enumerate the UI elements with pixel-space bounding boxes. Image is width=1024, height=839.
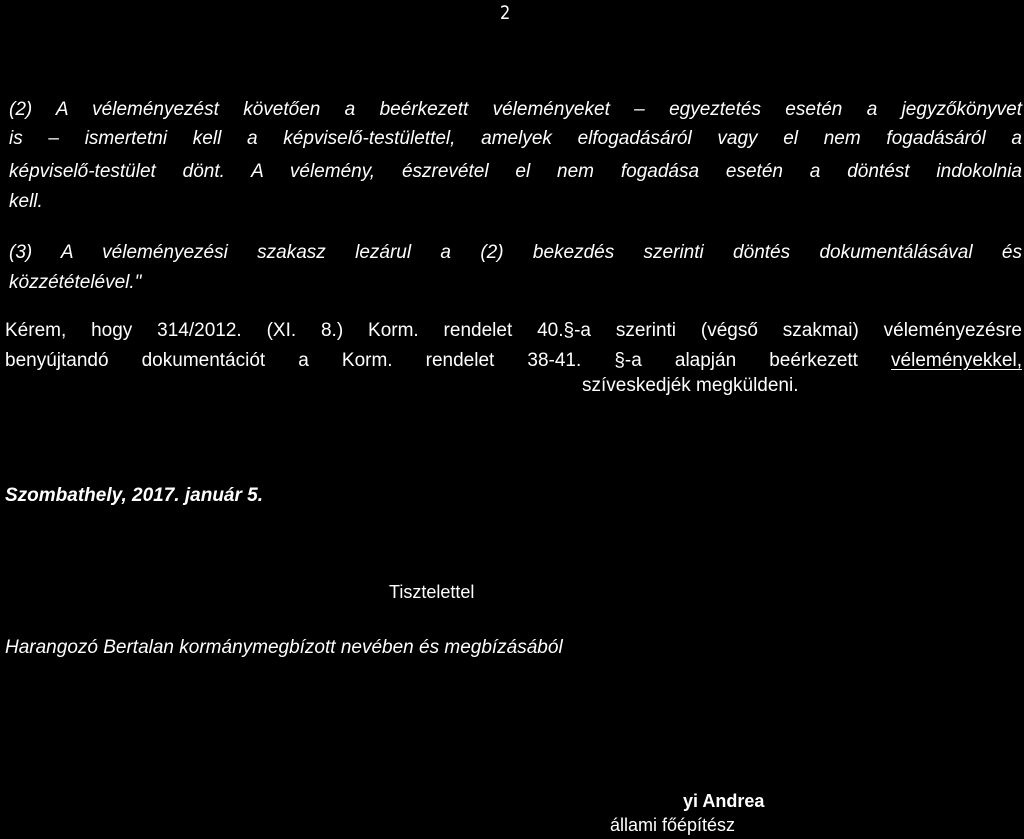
quote-line: (2) A véleményezést követően a beérkezett véleményeket – egyeztetés esetén a jegyzőkönyvet: [9, 99, 1022, 120]
quote-line: kell.: [9, 191, 43, 212]
quote-line: (3) A véleményezési szakasz lezárul a (2) bekezdés szerinti döntés dokumentálásával és: [9, 242, 1022, 263]
authority-line: Harangozó Bertalan kormánymegbízott nevében és megbízásából: [5, 637, 563, 658]
signer-name: yi Andrea: [683, 791, 765, 811]
request-line: Kérem, hogy 314/2012. (XI. 8.) Korm. rendelet 40.§-a szerinti (végső szakmai) véleményezésre: [5, 320, 1022, 341]
quote-line: közzétételével.": [9, 272, 142, 293]
quote-line: képviselő-testület dönt. A vélemény, észrevétel el nem fogadása esetén a döntést indokolnia: [9, 161, 1022, 182]
page-number: 2: [500, 2, 511, 24]
request-line: szíveskedjék megküldeni.: [582, 375, 799, 396]
request-line-text: benyújtandó dokumentációt a Korm. rendelet 38-41. §-a alapján beérkezett: [5, 350, 892, 371]
request-line: [5, 349, 1022, 372]
closing-salutation: Tisztelettel: [389, 582, 475, 602]
quote-line: is – ismertetni kell a képviselő-testülettel, amelyek elfogadásáról vagy el nem fogadásáról a: [9, 128, 1022, 149]
signer-title: állami főépítész: [610, 815, 736, 835]
date-line: Szombathely, 2017. január 5.: [5, 485, 264, 506]
underlined-word: véleményekkel,: [891, 350, 1022, 371]
